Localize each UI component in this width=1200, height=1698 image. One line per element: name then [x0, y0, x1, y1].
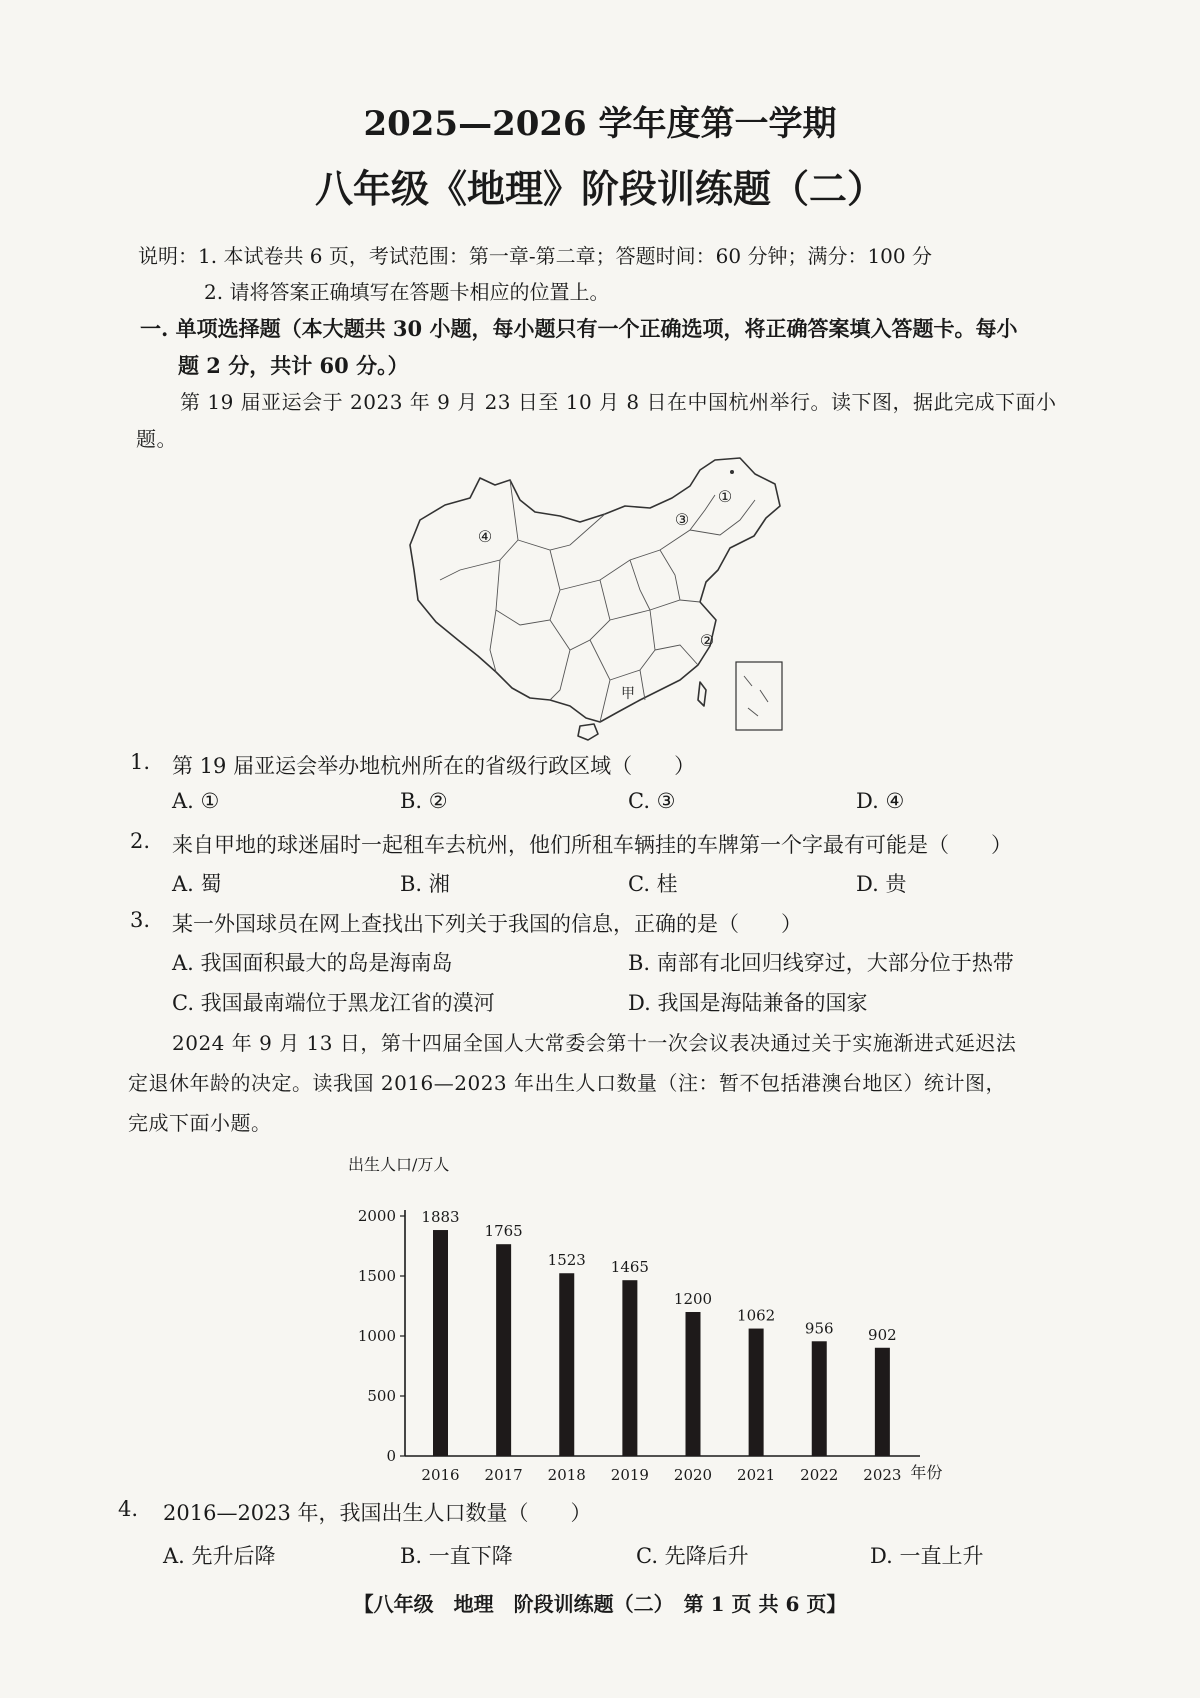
birth-population-chart-svg	[340, 1148, 960, 1488]
intro1-line-1: 第 19 届亚运会于 2023 年 9 月 23 日至 10 月 8 日在中国杭州举行。读下图，据此完成下面小	[180, 390, 1057, 414]
map-label-1: ①	[717, 487, 733, 506]
y-tick-label: 1500	[357, 1267, 396, 1285]
question-4-stem: 2016—2023 年，我国出生人口数量（ ）	[163, 1501, 592, 1525]
bar-value-label-2022: 956	[804, 1319, 834, 1338]
question-2-option-d[interactable]: D. 贵	[856, 872, 907, 896]
question-4-option-a[interactable]: A. 先升后降	[163, 1544, 276, 1568]
chart-y-axis-label: 出生人口/万人	[348, 1155, 450, 1174]
page-footer: 【八年级 地理 阶段训练题（二） 第 1 页 共 6 页】	[353, 1592, 847, 1616]
hainan-island	[578, 724, 598, 740]
question-1-stem: 第 19 届亚运会举办地杭州所在的省级行政区域（ ）	[172, 754, 696, 778]
x-tick-label-2023: 2023	[863, 1466, 902, 1484]
x-tick-label-2020: 2020	[673, 1466, 713, 1484]
bar-value-label-2016: 1883	[421, 1208, 460, 1227]
question-3-option-d[interactable]: D. 我国是海陆兼备的国家	[628, 991, 868, 1015]
question-2-option-c[interactable]: C. 桂	[628, 872, 678, 896]
x-tick-label-2016: 2016	[421, 1466, 460, 1484]
map-label-4: ④	[477, 527, 493, 546]
question-2-number: 2.	[130, 829, 151, 853]
y-tick-label: 500	[367, 1387, 396, 1405]
x-tick-label-2019: 2019	[610, 1466, 649, 1484]
y-tick-label: 0	[386, 1447, 396, 1465]
question-3-option-c[interactable]: C. 我国最南端位于黑龙江省的漠河	[172, 991, 495, 1015]
question-1-option-c[interactable]: C. ③	[628, 789, 676, 813]
south-china-sea-inset	[736, 662, 782, 730]
x-tick-label-2018: 2018	[547, 1466, 586, 1484]
bar-2023	[875, 1348, 890, 1456]
chart-x-axis-label: 年份	[910, 1463, 943, 1482]
question-4-option-b[interactable]: B. 一直下降	[400, 1544, 513, 1568]
bar-value-label-2019: 1465	[610, 1258, 649, 1277]
question-1-option-a[interactable]: A. ①	[172, 789, 220, 813]
china-map	[400, 450, 800, 745]
intro2-line-1: 2024 年 9 月 13 日，第十四届全国人大常委会第十一次会议表决通过关于实施渐进式延迟法	[172, 1031, 1017, 1055]
question-4-number: 4.	[118, 1497, 139, 1521]
bar-2021	[749, 1329, 764, 1456]
map-label-3: ③	[674, 510, 690, 529]
question-2-option-b[interactable]: B. 湘	[400, 872, 450, 896]
intro1-line-2: 题。	[136, 427, 177, 451]
birth-population-chart	[340, 1148, 960, 1488]
bar-2020	[686, 1312, 701, 1456]
question-3-option-a[interactable]: A. 我国面积最大的岛是海南岛	[172, 951, 453, 975]
x-tick-label-2022: 2022	[800, 1466, 839, 1484]
exam-term: 2025—2026 学年度第一学期	[363, 104, 837, 144]
bar-2019	[622, 1280, 637, 1456]
question-1-option-d[interactable]: D. ④	[856, 789, 905, 813]
note-line-2: 2. 请将答案正确填写在答题卡相应的位置上。	[204, 280, 610, 304]
map-label-jia: 甲	[621, 686, 635, 702]
bar-value-label-2021: 1062	[737, 1306, 776, 1325]
section-heading-line-1: 一. 单项选择题（本大题共 30 小题，每小题只有一个正确选项，将正确答案填入答题卡。每小	[140, 316, 1018, 341]
question-2-stem: 来自甲地的球迷届时一起租车去杭州，他们所租车辆挂的车牌第一个字最有可能是（ ）	[172, 833, 1012, 857]
question-4-option-d[interactable]: D. 一直上升	[870, 1544, 984, 1568]
intro2-line-3: 完成下面小题。	[128, 1111, 272, 1135]
section-heading-line-2: 题 2 分，共计 60 分。）	[178, 353, 409, 378]
x-tick-label-2021: 2021	[737, 1466, 776, 1484]
question-1-option-b[interactable]: B. ②	[400, 789, 448, 813]
question-4-option-c[interactable]: C. 先降后升	[636, 1544, 749, 1568]
bar-value-label-2017: 1765	[484, 1222, 523, 1241]
bar-2017	[496, 1244, 511, 1456]
bar-2022	[812, 1341, 827, 1456]
exam-title: 八年级《地理》阶段训练题（二）	[314, 166, 885, 211]
bar-value-label-2018: 1523	[547, 1251, 586, 1270]
question-3-option-b[interactable]: B. 南部有北回归线穿过，大部分位于热带	[628, 951, 1014, 975]
y-tick-label: 1000	[357, 1327, 396, 1345]
bar-value-label-2023: 902	[868, 1325, 897, 1344]
question-3-number: 3.	[130, 908, 151, 932]
china-map-drawing	[400, 450, 800, 745]
note-line-1: 说明：1. 本试卷共 6 页，考试范围：第一章-第二章；答题时间：60 分钟；满分：100 分	[138, 244, 932, 268]
map-label-2: ②	[699, 631, 715, 650]
question-3-stem: 某一外国球员在网上查找出下列关于我国的信息，正确的是（ ）	[172, 912, 802, 936]
question-1-number: 1.	[130, 750, 151, 774]
y-tick-label: 2000	[357, 1207, 396, 1225]
bar-2018	[559, 1273, 574, 1456]
bar-2016	[433, 1230, 448, 1456]
taiwan-island	[698, 682, 706, 706]
question-2-option-a[interactable]: A. 蜀	[172, 872, 222, 896]
intro2-line-2: 定退休年龄的决定。读我国 2016—2023 年出生人口数量（注：暂不包括港澳台地区）统计图，	[128, 1071, 1007, 1095]
bar-value-label-2020: 1200	[673, 1290, 713, 1308]
x-tick-label-2017: 2017	[484, 1466, 523, 1484]
